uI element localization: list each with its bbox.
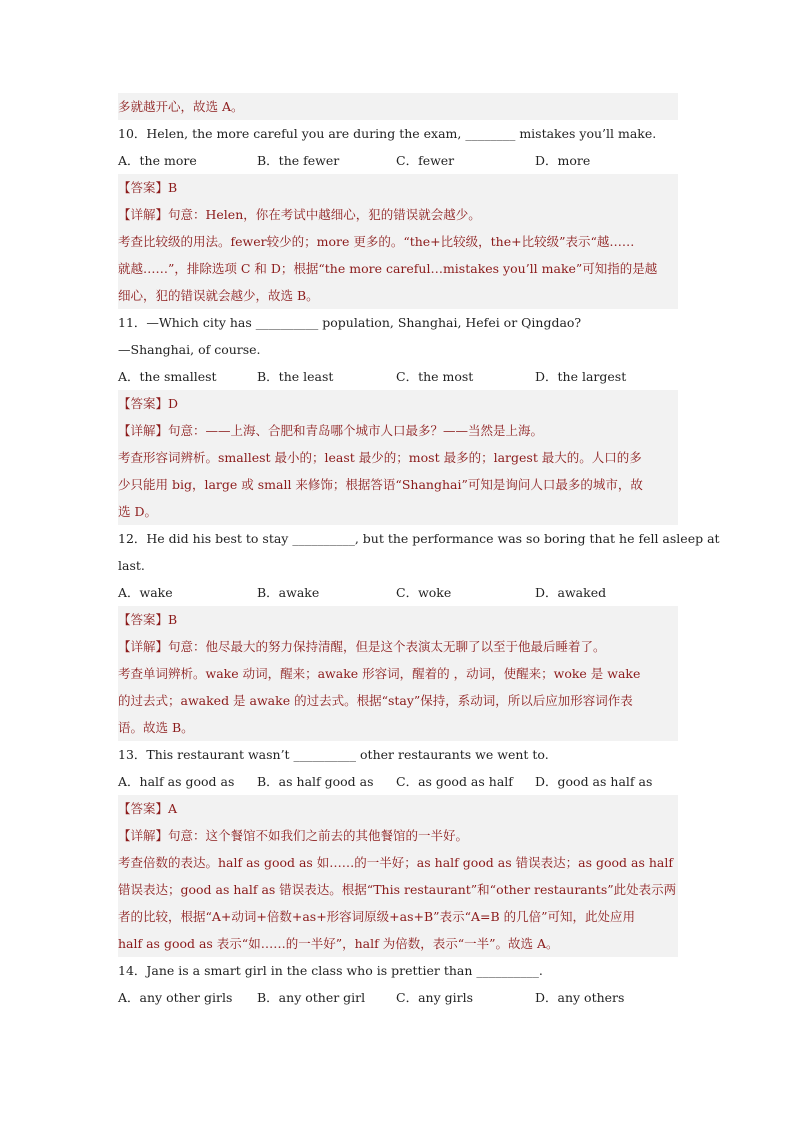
option-b: B．as half good as (257, 774, 374, 789)
question-stem: 10．Helen, the more careful you are during the exam, ________ mistakes you’ll make. (118, 126, 657, 141)
options-row (118, 147, 678, 174)
options-row (118, 768, 678, 795)
answer-block (118, 390, 678, 525)
option-a: A．half as good as (118, 774, 235, 789)
option-c: C．woke (396, 585, 452, 600)
question-stem: 12．He did his best to stay __________, but the performance was so boring that he fell asleep at (118, 531, 720, 546)
answer-block (118, 606, 678, 741)
question-10 (118, 120, 678, 309)
answer-block (118, 174, 678, 309)
options-row (118, 579, 678, 606)
detail-line: 少只能用 big，large 或 small 来修饰；根据答语“Shanghai”可知是询问人口最多的城市，故 (118, 477, 643, 492)
answer-block (118, 795, 678, 957)
question-stem: last. (118, 558, 145, 573)
question-stem: 13．This restaurant wasn’t __________ other restaurants we went to. (118, 747, 549, 762)
detail-line: 考查比较级的用法。fewer较少的；more 更多的。“the+比较级，the+比较级”表示“越…… (118, 234, 635, 249)
option-c: C．as good as half (396, 774, 513, 789)
question-stem: 11．—Which city has __________ population, Shanghai, Hefei or Qingdao? (118, 315, 582, 330)
answer-line: 【答案】B (118, 612, 178, 627)
question-12 (118, 525, 720, 741)
option-d: D．any others (535, 990, 625, 1005)
previous-explanation-tail (118, 93, 678, 120)
detail-line: 错误表达；good as half as 错误表达。根据“This restaurant”和“other restaurants”此处表示两 (118, 882, 677, 897)
option-b: B．awake (257, 585, 320, 600)
question-stem: 14．Jane is a smart girl in the class who is prettier than __________. (118, 963, 543, 978)
options-row (118, 363, 678, 390)
option-c: C．any girls (396, 990, 473, 1005)
question-11 (118, 309, 678, 525)
answer-line: 【答案】B (118, 180, 178, 195)
option-d: D．more (535, 153, 591, 168)
question-14 (118, 957, 678, 1011)
detail-line: 考查倍数的表达。half as good as 如……的一半好；as half good as 错误表达；as good as half (118, 855, 673, 870)
detail-line: 者的比较，根据“A+动词+倍数+as+形容词原级+as+B”表示“A=B 的几倍”可知，此处应用 (118, 909, 636, 924)
option-b: B．the least (257, 369, 334, 384)
detail-line: 【详解】句意：他尽最大的努力保持清醒，但是这个表演太无聊了以至于他最后睡着了。 (118, 639, 606, 654)
detail-line: half as good as 表示“如……的一半好”，half 为倍数，表示“一半”。故选 A。 (118, 936, 559, 951)
document-page (118, 93, 720, 1011)
answer-line: 【答案】D (118, 396, 179, 411)
detail-line: 【详解】句意：Helen，你在考试中越细心，犯的错误就会越少。 (118, 207, 481, 222)
detail-line: 【详解】句意：——上海、合肥和青岛哪个城市人口最多？——当然是上海。 (118, 423, 544, 438)
detail-line: 的过去式；awaked 是 awake 的过去式。根据“stay”保持，系动词，所以后应加形容词作表 (118, 693, 633, 708)
detail-line: 细心，犯的错误就会越少，故选 B。 (118, 288, 319, 303)
explanation-line: 多就越开心，故选 A。 (118, 99, 244, 114)
detail-line: 【详解】句意：这个餐馆不如我们之前去的其他餐馆的一半好。 (118, 828, 469, 843)
detail-line: 就越……”，排除选项 C 和 D；根据“the more careful…mistakes you’ll make”可知指的是越 (118, 261, 658, 276)
option-c: C．the most (396, 369, 474, 384)
answer-line: 【答案】A (118, 801, 178, 816)
question-stem: —Shanghai, of course. (118, 342, 261, 357)
option-d: D．awaked (535, 585, 607, 600)
option-a: A．the smallest (118, 369, 217, 384)
options-row (118, 984, 678, 1011)
option-c: C．fewer (396, 153, 455, 168)
option-a: A．any other girls (118, 990, 233, 1005)
option-d: D．the largest (535, 369, 627, 384)
option-b: B．the fewer (257, 153, 340, 168)
detail-line: 考查形容词辨析。smallest 最小的；least 最少的；most 最多的；largest 最大的。人口的多 (118, 450, 642, 465)
detail-line: 选 D。 (118, 504, 157, 519)
detail-line: 考查单词辨析。wake 动词，醒来；awake 形容词，醒着的 ，动词，使醒来；woke 是 wake (118, 666, 641, 681)
option-a: A．the more (118, 153, 197, 168)
detail-line: 语。故选 B。 (118, 720, 194, 735)
question-13 (118, 741, 678, 957)
option-d: D．good as half as (535, 774, 653, 789)
option-a: A．wake (118, 585, 173, 600)
option-b: B．any other girl (257, 990, 366, 1005)
